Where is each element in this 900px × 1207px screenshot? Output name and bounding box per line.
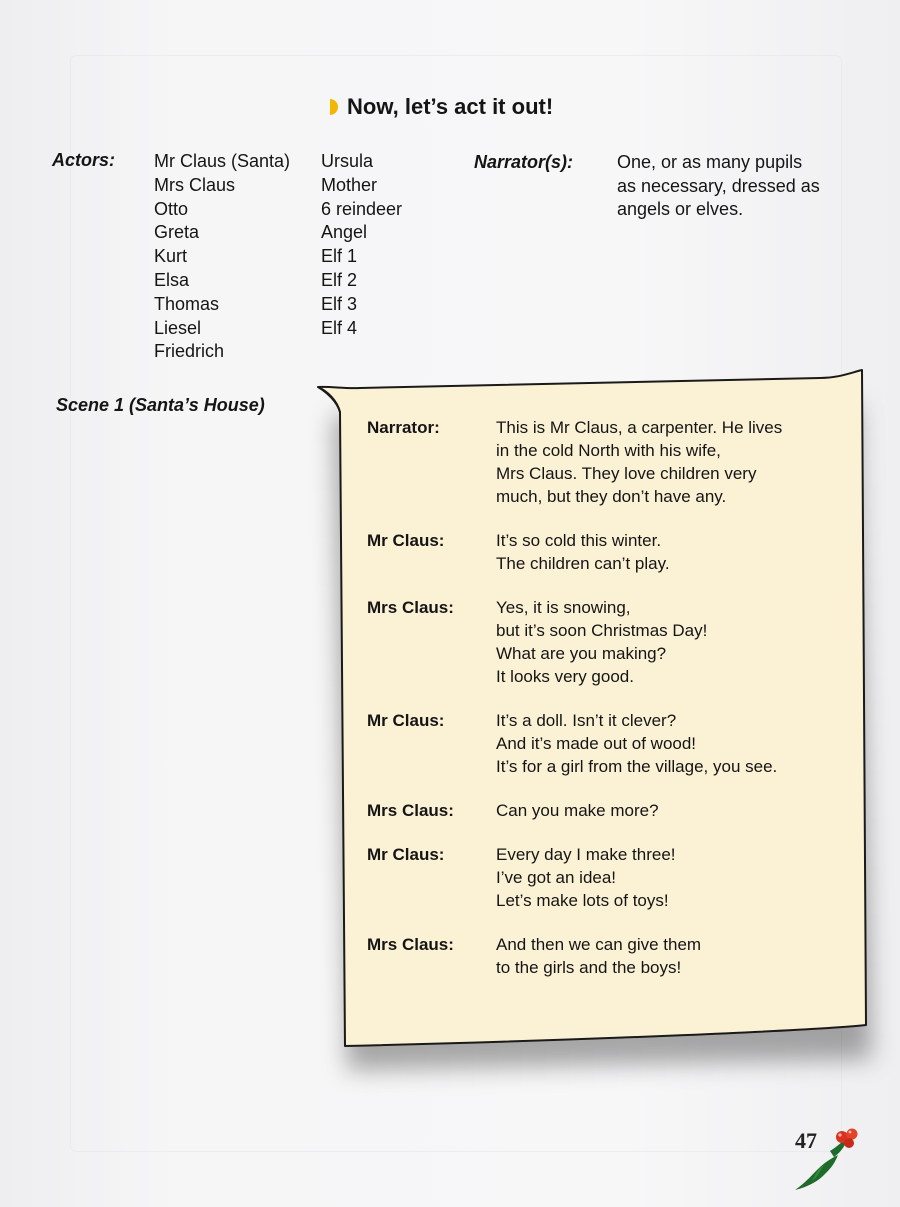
actor-name: Thomas <box>154 293 220 314</box>
speech-line: Can you make more? <box>496 801 659 820</box>
speech-text <box>496 529 670 575</box>
dialogue-line <box>367 709 847 778</box>
speaker-name: Mrs Claus: <box>367 801 454 820</box>
speech-text <box>496 596 707 688</box>
dialogue <box>367 416 847 1000</box>
speech-line: in the cold North with his wife, <box>496 441 721 460</box>
actor-name: Elf 1 <box>321 246 358 267</box>
page-number: 47 <box>795 1128 817 1153</box>
narrators-line: as necessary, dressed as <box>617 175 820 196</box>
actor-name: Elf 2 <box>321 269 358 290</box>
speech-line: What are you making? <box>496 644 667 663</box>
actor-name: Friedrich <box>154 341 225 362</box>
speech-line: Let’s make lots of toys! <box>496 891 669 910</box>
actor-name: Greta <box>154 222 200 243</box>
dialogue-line <box>367 416 847 508</box>
scene-label: Scene 1 (Santa’s House) <box>56 395 265 415</box>
narrators-label: Narrator(s): <box>474 152 574 172</box>
speech-text <box>496 709 777 778</box>
speech-line: It looks very good. <box>496 667 634 686</box>
actors-label: Actors: <box>52 150 116 170</box>
actor-name: Angel <box>321 222 368 243</box>
speech-line: It’s so cold this winter. <box>496 531 662 550</box>
speaker-name: Mrs Claus: <box>367 935 454 954</box>
speech-line: I’ve got an idea! <box>496 868 617 887</box>
speech-line: but it’s soon Christmas Day! <box>496 621 708 640</box>
actor-name: Liesel <box>154 317 202 338</box>
speech-text <box>496 799 659 822</box>
speech-line: The children can’t play. <box>496 554 670 573</box>
speech-text <box>496 843 676 912</box>
speech-text <box>496 933 701 979</box>
speech-line: And it’s made out of wood! <box>496 734 697 753</box>
actor-name: Mr Claus (Santa) <box>154 151 291 171</box>
speaker-name: Mr Claus: <box>367 845 445 864</box>
speaker-name: Mr Claus: <box>367 531 445 550</box>
speech-line: It’s a doll. Isn’t it clever? <box>496 711 677 730</box>
speaker-name: Mr Claus: <box>367 711 445 730</box>
speech-line: Every day I make three! <box>496 845 676 864</box>
speech-line: This is Mr Claus, a carpenter. He lives <box>496 418 783 437</box>
speaker-name: Mrs Claus: <box>367 598 454 617</box>
actor-name: Kurt <box>154 246 188 267</box>
speaker-name: Narrator: <box>367 418 440 437</box>
page-title: Now, let’s act it out! <box>347 94 554 119</box>
actor-name: Mother <box>321 174 378 195</box>
speech-line: much, but they don’t have any. <box>496 487 727 506</box>
speech-line: It’s for a girl from the village, you see. <box>496 757 778 776</box>
dialogue-line <box>367 843 847 912</box>
actor-name: Elf 4 <box>321 317 358 338</box>
speech-line: to the girls and the boys! <box>496 958 682 977</box>
actor-name: Otto <box>154 198 189 219</box>
dialogue-line <box>367 799 847 822</box>
actor-name: Elsa <box>154 269 190 290</box>
dialogue-line <box>367 596 847 688</box>
speech-line: And then we can give them <box>496 935 702 954</box>
dialogue-line <box>367 529 847 575</box>
narrators-line: angels or elves. <box>617 199 744 219</box>
actor-name: Ursula <box>321 151 374 171</box>
narrators-line: One, or as many pupils <box>617 152 803 172</box>
speech-line: Mrs Claus. They love children very <box>496 464 757 483</box>
actor-name: 6 reindeer <box>321 198 403 219</box>
actor-name: Mrs Claus <box>154 174 236 195</box>
speech-text <box>496 416 782 508</box>
actor-name: Elf 3 <box>321 293 358 314</box>
dialogue-line <box>367 933 847 979</box>
speech-line: Yes, it is snowing, <box>496 598 631 617</box>
